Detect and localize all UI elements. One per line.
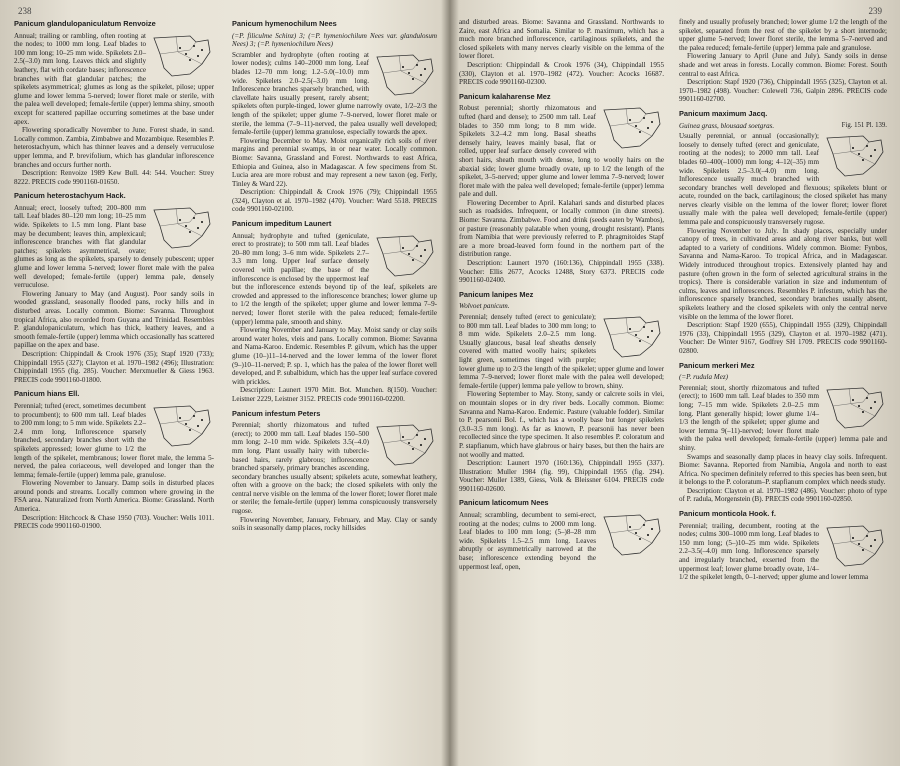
species-title: Panicum maximum Jacq. <box>679 108 768 118</box>
species-title: Panicum infestum Peters <box>232 408 321 418</box>
description-paragraph: Flowering January to April (June and July). Sandy soils in dense shade and wet areas in forests. Locally common. Biome: Forest. South central to east Africa. <box>679 52 887 78</box>
description-paragraph: Perennial; densely tufted (erect to geniculate); to 800 mm tall. Leaf blades to 300 mm long; to 8 mm wide. Spikelets 2.0–2.5 mm long. Usually glaucous, basal leaf sheaths densely covered with matted woolly hairs; spikelets light green, sometimes tinged with purple; lower glume up to 2/3 the length of the spikelet; upper glume and lower lemma 7–9-nerved; lower floret male with the palea well developed; female-fertile (upper) lemma pale yellow to brown, shiny. <box>459 313 664 390</box>
species-title: Panicum monticola Hook. f. <box>679 509 776 519</box>
description-paragraph: Description: Stapf 1920 (655), Chippindall 1955 (329), Chippindall 1976 (33), Chippindall 1955 (329), Clayton et al. 1970–1982 (471). Voucher: De Winter 9167, Godfrey SH 1709. PRECIS code 9901160-02800. <box>679 321 887 355</box>
description-paragraph: Scrambler and hydrophyte (often rooting at lower nodes); culms 140–2000 mm long. Leaf blades 12–70 mm long; 1.2–5.0(–10.0) mm wide. Spikelets 2.0–2.5(–3.0) mm long. Inflorescence branches sparsely branched, with clavellate hairs usually present, rarely absent; spikelets often purple-tinged, lower glume narrowly ovate, 1/2–2/3 the length of the spikelet; upper glume 7–9-nerved, lower floret male or sterile, the lemma (7–9–11)-nerved, the palea usually well developed; female-fertile (upper) lemma granulose, especially towards the apex. <box>232 50 437 137</box>
description-paragraph: Annual; erect, loosely tufted; 200–800 mm tall. Leaf blades 80–120 mm long; 10–25 mm wide. Spikelets to 1.5 mm long. Plant base may be decumbent; leaves thin, amplexicaul; inflorescence branches with flat glandular patches; spikelets asymmetrical, ovate; glumes as long as the spikelets, sparsely to densely pubescent; upper glume and lower lemma 5-nerved; lower floret male with the palea well developed; female-fertile (upper) lemma pale, densely verruculose. <box>14 203 214 290</box>
distribution-dot <box>858 405 860 407</box>
distribution-dot <box>635 334 637 336</box>
distribution-dot <box>852 399 854 401</box>
distribution-dot <box>201 419 203 421</box>
description-paragraph: Description: Renvoize 1989 Kew Bull. 44: 544. Voucher: Strey 8222. PRECIS code 9901160-01650. <box>14 169 214 186</box>
description-paragraph: Perennial; shortly rhizomatous and tufted (erect); to 2000 mm tall. Leaf blades 150–500 mm long; 2–10 mm wide. Spikelets 3.5(–4.0) mm long. Plant usually hairy with tubercle-based hairs, rarely glabrous; inflorescence branched sparsely, primary branches ascending, secondary branches usually absent; spikelets acute, somewhat leathery, often with a groove on the back; the closed spikelets with only the central nerve visible on the lemma of the lower floret; lower floret male or sterile; the female-fertile (upper) lemma conspicuously transversely rugose. <box>232 421 437 516</box>
species-entry <box>459 93 664 285</box>
distribution-dot <box>858 153 860 155</box>
description-paragraph: Perennial; stout, shortly rhizomatous and tufted (erect); to 1600 mm tall. Leaf blades to 350 mm long; 7–15 mm wide. Spikelets 2.0–2.5 mm long. Plant generally hispid; lower glume 1/4–1/3 the length of the spikelet; upper glume and lower lemma 9(–11)-nerved; lower floret male with the palea well developed; female-fertile (upper) lemma pale and shiny. <box>679 383 887 452</box>
figure-reference: Fig. 151 Pl. 139. <box>841 121 887 129</box>
distribution-dot <box>647 534 649 536</box>
distribution-dot <box>189 429 191 431</box>
distribution-map <box>150 206 214 250</box>
distribution-dot <box>416 434 418 436</box>
distribution-dot <box>408 442 410 444</box>
distribution-dot <box>185 423 187 425</box>
distribution-dot <box>416 64 418 66</box>
distribution-dot <box>412 259 414 261</box>
distribution-dot <box>858 543 860 545</box>
distribution-dot <box>185 225 187 227</box>
species-entry <box>14 192 214 384</box>
species-entry <box>679 18 887 104</box>
species-entry <box>679 110 887 356</box>
distribution-dot <box>179 47 181 49</box>
page-number: 238 <box>18 6 32 16</box>
distribution-dot <box>408 72 410 74</box>
distribution-dot <box>629 526 631 528</box>
description-paragraph: Robust perennial; shortly rhizomatous and tufted (hard and dense); to 2500 mm tall. Leaf blades to 350 mm long; to 8 mm wide. Spikelets 3.2–4.2 mm long. Basal sheaths densely hairy, leaves mainly basal, flat or rolled, upper leaf surface densely covered with short hairs, sheath mouth with dense, long to woolly hairs on the abaxial side; lower glume broadly ovate, up to 1/2 the length of the spikelet, 3–5-nerved; upper glume and lower lemma 7–9-nerved; lower floret male with the palea well developed; female-fertile (upper) lemma pale and dull. <box>459 104 664 199</box>
distribution-dot <box>179 219 181 221</box>
distribution-dot <box>862 411 864 413</box>
distribution-dot <box>874 149 876 151</box>
distribution-dot <box>643 524 645 526</box>
distribution-map <box>823 134 887 178</box>
description-paragraph: Flowering November to January. Damp soils in disturbed places around ponds and streams. Locally common where growing in the FSA area. Naturalized from North America. Biome: Grassland. North America. <box>14 479 214 514</box>
distribution-dot <box>416 245 418 247</box>
species-entry <box>232 410 437 533</box>
synonyms: Wolvoet panicum. <box>459 302 510 311</box>
distribution-dot <box>639 131 641 133</box>
species-title: Panicum hymenochilum Nees <box>232 19 337 28</box>
description-paragraph: Description: Chippindall & Crook 1976 (79); Chippindall 1955 (324), Clayton et al. 1970–1982 (470). Voucher: Ward 5518. PRECIS code 9901160-02100. <box>232 188 437 214</box>
distribution-dot <box>629 328 631 330</box>
distribution-map <box>150 404 214 448</box>
distribution-map <box>823 524 887 568</box>
distribution-map <box>600 106 664 150</box>
distribution-dot <box>870 545 872 547</box>
distribution-dot <box>179 417 181 419</box>
distribution-dot <box>193 45 195 47</box>
distribution-dot <box>424 438 426 440</box>
distribution-dot <box>651 330 653 332</box>
distribution-dot <box>197 227 199 229</box>
distribution-dot <box>412 448 414 450</box>
distribution-dot <box>424 68 426 70</box>
description-paragraph: Annual; hydrophyte and tufted (geniculate, erect to prostrate); to 500 mm tall. Leaf blades 20–80 mm long; 3–6 mm wide. Spikelets 2.7–3.3 mm long. Upper leaf surface densely covered with papillae; the base of the inflorescence is enclosed by the uppermost leaf but the inflorescence extends beyond tip of the leaf, spikelets are crowded and appressed to the inflorescence branches; lower glume up to 1/2 the length of the spikelet; upper glume and lower lemma 7–9-nerved; lower floret sterile with the palea reduced; female-fertile (upper) lemma pale, smooth and shiny. <box>232 231 437 326</box>
synonyms: (=P. filiculme Schinz) 3; (=P. hymeniochilum Nees var. glandulosum Nees) 3; (=P. hymeniochilum Nees) <box>232 31 437 49</box>
species-title: Panicum kalaharense Mez <box>459 91 551 101</box>
species-entry <box>459 499 664 571</box>
species-entry <box>679 510 887 582</box>
distribution-dot <box>852 537 854 539</box>
distribution-dot <box>629 119 631 121</box>
distribution-dot <box>420 255 422 257</box>
description-paragraph: Usually perennial, or annual (occasionally); loosely to densely tufted (erect and geniculate, rooting at the nodes); to 2000 mm tall. Leaf blades 60–400(–1000) mm long; 4–12(–35) mm wide. Spikelets 2.5–3.0(–4.0) mm long. Inflorescence usually much branched with secondary branches well developed and flexuous; spikelets blunt or acute, rounded on the back, cartilaginous; the closed spikelet has many nerves clearly visible on the lemma of the lower floret; lower floret usually male with the palea well developed; female-fertile (upper) lemma pale and conspicuously transversely rugose. <box>679 132 887 227</box>
description-paragraph: Description: Chippindall & Crook 1976 (35); Stapf 1920 (733); Chippindall 1955 (327); Clayton et al. 1970–1982 (496); Illustration: Chippindall 1955 (fig. 285). Voucher: Merxmueller & Giess 1963. PRECIS code 9901160-01800. <box>14 349 214 384</box>
distribution-dot <box>647 336 649 338</box>
distribution-map <box>373 53 437 97</box>
description-paragraph: finely and usually profusely branched; lower glume 1/2 the length of the spikelet, separated from the rest of the spikelet by a short internode; upper glume 5-nerved; lower floret sterile, the lemma 5–7-nerved and the palea reduced; female-fertile (upper) lemma pale and granulose. <box>679 18 887 52</box>
description-paragraph: Description: Stapf 1920 (736), Chippindall 1955 (325), Clayton et al. 1970–1982 (498). Voucher: Colewell 736, Galpin 2896. PRECIS code 9901160-02700. <box>679 78 887 104</box>
distribution-dot <box>862 159 864 161</box>
species-title: Panicum lanipes Mez <box>459 289 534 299</box>
description-paragraph: Flowering November to July. In shady places, especially under canopy of trees, in cultivated areas and along river banks, but well adapted to a variety of conditions. Widely common. Biome: Fynbos, Savanna and Nama-Karoo. To tropical Africa, and in Madagascar. Widely introduced throughout tropics. Extensively planted hay and pasture (often grown in the form of selected agricultural strains in the tropics). There is considerable variation in size and indumentum of culms, leaves and inflorescences. Resembles P. infestum, which has the inflorescence sparsely branched, secondary branches usually absent, spikelets leathery and the closed spikelets with only the central nerve visible on the lemma of the lower floret. <box>679 226 887 321</box>
synonyms: Guinea grass, blousaad soetgras. <box>679 121 775 130</box>
distribution-dot <box>639 340 641 342</box>
description-paragraph: Description: Clayton et al. 1970–1982 (486). Voucher: photo of type of P. radula, Morgenstein (B). PRECIS code 9901160-02850. <box>679 486 887 504</box>
description-paragraph: Swamps and seasonally damp places in heavy clay soils. Infrequent. Biome: Savanna. Reported from Namibia, Angola and north to east Africa. No specimen definitely referred to this species has been seen, but it belongs to the P. coloratum–P. stapfianum complex which needs study. <box>679 452 887 487</box>
distribution-dot <box>189 59 191 61</box>
species-entry <box>459 18 664 87</box>
species-title: Panicum impeditum Launert <box>232 219 332 229</box>
left-page <box>0 0 449 766</box>
species-title: Panicum glandulopaniculatum Renvoize <box>14 19 156 28</box>
description-paragraph: Flowering January to May (and August). Poor sandy soils in wooded grassland, seasonally flooded pans, rocky hills and in disturbed areas. Locally common. Biome: Savanna. Throughout tropical Africa, also recorded from Guyana and Trinidad. Resembles P. glandulopaniculatum, which has thick, leathery leaves, and a smooth female-fertile (upper) lemma which occasionally has scattered papillae on the apex and base. <box>14 289 214 350</box>
description-paragraph: Annual; trailing or rambling, often rooting at the nodes; to 1000 mm long. Leaf blades to 100 mm long; 10–25 mm wide. Spikelets 2.0–2.5(–3.0) mm long. Leaves thick and slightly leathery, flat with cordate bases; inflorescence branches with flat glandular patches; the spikelets asymmetrical; glumes as long as the spikelet, pilose; upper glume and lower lemma 5-nerved; lower floret male or sterile, with the palea well developed; female-fertile (upper) lemma shiny, smooth except for scattered papillae occurring sometimes at the base under apex. <box>14 31 214 126</box>
species-title: Panicum merkeri Mez <box>679 360 755 370</box>
species-title: Panicum hians Ell. <box>14 389 80 399</box>
right-column-2 <box>679 18 887 758</box>
species-title: Panicum laticomum Nees <box>459 498 549 508</box>
species-entry <box>679 362 887 505</box>
description-paragraph: Description: Launert 1970 (160:136), Chippindall 1955 (337). Illustration: Muller 1984 (fig. 99), Chippindall 1955 (fig. 294). Voucher: Muller 1389, Giess, Volk & Bleissner 6104. PRECIS code 9901160-02600. <box>459 459 664 493</box>
distribution-dot <box>420 444 422 446</box>
distribution-dot <box>197 55 199 57</box>
distribution-dot <box>639 538 641 540</box>
description-paragraph: Flowering November and January to May. Moist sandy or clay soils around water holes, vleis and pans. Locally common. Biome: Savanna and Nama-Karoo. Endemic. Resembles P. gilvum, which has the upper glume (10–)11–14-nerved and the lower lemma of the lower floret (9–)10–11-nerved; P. sp. 1, which has the palea of the lower floret well developed, and P. subalbidum, which has the upper leaf surface covered with prickles. <box>232 326 437 386</box>
description-paragraph: Flowering December to April. Kalahari sands and disturbed places such as roadsides. Infrequent, or locally common (in dune streets). Biome: Savanna. Zimbabwe. Food and drink (seeds eaten by Wambos), or pasture (reasonably palatable when young, drought resistant). Plants from Namibia that were previously referred to P. phragmitoides Stapf are a more broad-leaved form found in the northern part of the distribution range. <box>459 198 664 259</box>
distribution-dot <box>874 539 876 541</box>
description-paragraph: Description: Hitchcock & Chase 1950 (703). Voucher: Wells 1011. PRECIS code 9901160-01900. <box>14 513 214 531</box>
distribution-map <box>823 386 887 430</box>
description-paragraph: Flowering December to May. Moist organically rich soils of river margins and perennial swamps, in or near water. Locally common. Biome: Savanna, Grassland and Forest. Northwards to east Africa, Ethiopia and Guinea, also in Madagascar. A few specimens from St. Lucia area are more robust and may represent a new taxon (eg. Ferly, Tinley & Ward 22). <box>232 136 437 188</box>
species-entry <box>232 220 437 403</box>
distribution-dot <box>643 117 645 119</box>
distribution-map <box>373 423 437 467</box>
description-paragraph: Flowering September to May. Stony, sandy or calcrete soils in vlei, on mountain slopes or in dry river beds. Locally common. Biome: Savanna and Nama-Karoo. Endemic. Pasture (valuable fodder). Similar to P. pearsonii Bol. f., which has a woolly base but longer spikelets (3.0–3.5 mm long). As far as known, P. pearsonii has never been recollected since the type specimen. It also resembles P. coloratum and P. stapfianum, which have glabrous or hairy bases, but then the hairs are not woolly and matted. <box>459 390 664 459</box>
distribution-dot <box>866 535 868 537</box>
distribution-dot <box>197 425 199 427</box>
right-page <box>451 0 900 766</box>
distribution-dot <box>643 326 645 328</box>
distribution-dot <box>402 436 404 438</box>
distribution-dot <box>189 231 191 233</box>
distribution-map <box>600 513 664 557</box>
synonyms: (=P. rudula Mez) <box>679 373 728 382</box>
distribution-dot <box>420 74 422 76</box>
distribution-map <box>150 34 214 78</box>
species-entry <box>459 291 664 494</box>
description-paragraph: Annual; scrambling, decumbent to semi-erect, rooting at the nodes; culms to 2000 mm long. Leaf blades to 100 mm long; (5–)8–28 mm wide. Spikelets 1.5–2.5 mm long. Leaves abruptly or asymmetrically narrowed at the base; inflorescence extending beyond the uppermost leaf, open, <box>459 511 596 571</box>
distribution-dot <box>862 549 864 551</box>
species-title: Panicum heterostachyum Hack. <box>14 191 126 201</box>
distribution-dot <box>193 415 195 417</box>
species-entry <box>232 20 437 214</box>
description-paragraph: Perennial; trailing, decumbent, rooting at the nodes; culms 300–1000 mm long. Leaf blades to 150 mm long; (5–)10–25 mm wide. Spikelets 2.2–3.5(–4.0) mm long. Inflorescence sparsely and irregularly branched, exserted from the uppermost leaf; lower glume broadly ovate, 1/4–1/2 the spikelet length, 0–1-nerved; upper glume and lower lemma <box>679 521 869 582</box>
distribution-dot <box>424 249 426 251</box>
distribution-dot <box>852 147 854 149</box>
distribution-dot <box>870 407 872 409</box>
distribution-dot <box>193 217 195 219</box>
description-paragraph: Description: Chippindall & Crook 1976 (34), Chippindall 1955 (330), Clayton et al. 1970–1982 (472). Voucher: Acocks 16687. PRECIS code 9901160-02300. <box>459 60 664 87</box>
description-paragraph: Description: Launert 1970 Mitt. Bot. Munchen. 8(150). Voucher: Leistner 2229, Leistner 3152. PRECIS code 9901160-02200. <box>232 386 437 403</box>
distribution-dot <box>201 221 203 223</box>
distribution-dot <box>412 78 414 80</box>
distribution-map <box>600 315 664 359</box>
distribution-dot <box>874 401 876 403</box>
description-paragraph: and disturbed areas. Biome: Savanna and Grassland. Northwards to Zaire, east Africa and Somalia. Similar to P. maximum, which has a much more branched inflorescence, cartilaginous spikelets, and the closed spikelets with many nerves clearly visible on the lemma of the lower floret. <box>459 18 664 61</box>
distribution-dot <box>647 127 649 129</box>
page-number: 239 <box>868 6 882 16</box>
distribution-map <box>373 234 437 278</box>
distribution-dot <box>402 247 404 249</box>
distribution-dot <box>635 532 637 534</box>
description-paragraph: Description: Launert 1970 (160:136), Chippindall 1955 (338). Voucher: Ellis 2677, Acocks 12488, Story 6373. PRECIS code 9901160-02400. <box>459 259 664 285</box>
distribution-dot <box>651 528 653 530</box>
left-column-1 <box>14 18 214 758</box>
distribution-dot <box>408 253 410 255</box>
right-column-1 <box>459 18 664 758</box>
distribution-dot <box>635 125 637 127</box>
distribution-dot <box>866 397 868 399</box>
distribution-dot <box>201 49 203 51</box>
distribution-dot <box>866 145 868 147</box>
description-paragraph: Flowering November, January, February, and May. Clay or sandy soils in seasonally damp places, rocky hillsides <box>232 515 437 533</box>
distribution-dot <box>870 155 872 157</box>
left-column-2 <box>232 18 437 758</box>
species-entry <box>14 390 214 531</box>
distribution-dot <box>651 121 653 123</box>
distribution-dot <box>185 53 187 55</box>
species-entry <box>14 20 214 186</box>
description-paragraph: Flowering sporadically November to June. Forest shade, in sand. Locally common. Zambia, Zimbabwe and Mozambique. Resembles P. heterostachyum, which has thinner leaves and a densely verruculose upper lemma, and P. brevifolium, which has glandular inflorescence branches and occurs further north. <box>14 126 214 169</box>
distribution-dot <box>402 66 404 68</box>
description-paragraph: Perennial; tufted (erect, sometimes decumbent to procumbent); to 600 mm tall. Leaf blades to 200 mm long; to 5 mm wide. Spikelets 2.2–2.4 mm long. Inflorescence sparsely branched, secondary branches short with the spikelets appressed; lower glume to 1/2 the length of the spikelet, membranous; lower floret male, the lemma 5-nerved, the palea coriaceous, well developed and longer than the lemma; female-fertile (upper) lemma pale, granulose. <box>14 401 214 479</box>
